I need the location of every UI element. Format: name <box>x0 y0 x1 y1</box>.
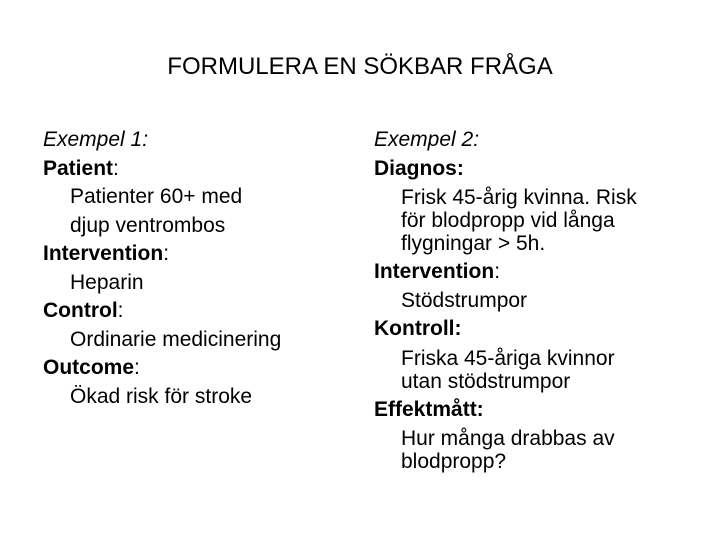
kontroll-label: Kontroll: <box>374 317 462 340</box>
slide-title: FORMULERA EN SÖKBAR FRÅGA <box>167 53 553 80</box>
control-description: Ordinarie medicinering <box>70 327 282 351</box>
control-label-line: Control: <box>43 299 124 322</box>
outcome-description: Ökad risk för stroke <box>70 384 253 408</box>
example-1-heading: Exempel 1: <box>43 128 149 151</box>
outcome-label: Outcome <box>43 356 135 379</box>
kontroll-description-line-1: Friska 45-åriga kvinnor <box>401 346 615 370</box>
intervention-2-label-line: Intervention: <box>374 260 501 283</box>
outcome-label-line: Outcome: <box>43 356 140 379</box>
diagnos-description-line-3: flygningar > 5h. <box>401 232 546 255</box>
patient-label: Patient <box>43 156 114 180</box>
diagnos-label: Diagnos: <box>374 156 464 180</box>
effektmatt-label: Effektmått: <box>374 397 484 421</box>
intervention-label: Intervention <box>43 242 164 265</box>
kontroll-description-line-2: utan stödstrumpor <box>401 369 571 393</box>
control-label: Control <box>43 299 118 322</box>
diagnos-description-line-2: för blodpropp vid långa <box>401 209 615 232</box>
example-2-heading: Exempel 2: <box>374 128 480 151</box>
patient-label-line: Patient: <box>43 156 119 180</box>
intervention-label-line: Intervention: <box>43 242 170 265</box>
example-1-column <box>43 126 343 411</box>
patient-description-line-1: Patienter 60+ med <box>70 185 243 208</box>
diagnos-description-line-1: Frisk 45-årig kvinna. Risk <box>401 186 637 209</box>
effektmatt-description-line-2: blodpropp? <box>401 450 507 473</box>
patient-description-line-2: djup ventrombos <box>70 213 226 237</box>
intervention-2-description: Stödstrumpor <box>401 288 528 312</box>
intervention-2-label: Intervention <box>374 260 495 283</box>
example-2-column <box>374 126 704 473</box>
effektmatt-description-line-1: Hur många drabbas av <box>401 427 615 450</box>
intervention-description: Heparin <box>70 270 144 294</box>
